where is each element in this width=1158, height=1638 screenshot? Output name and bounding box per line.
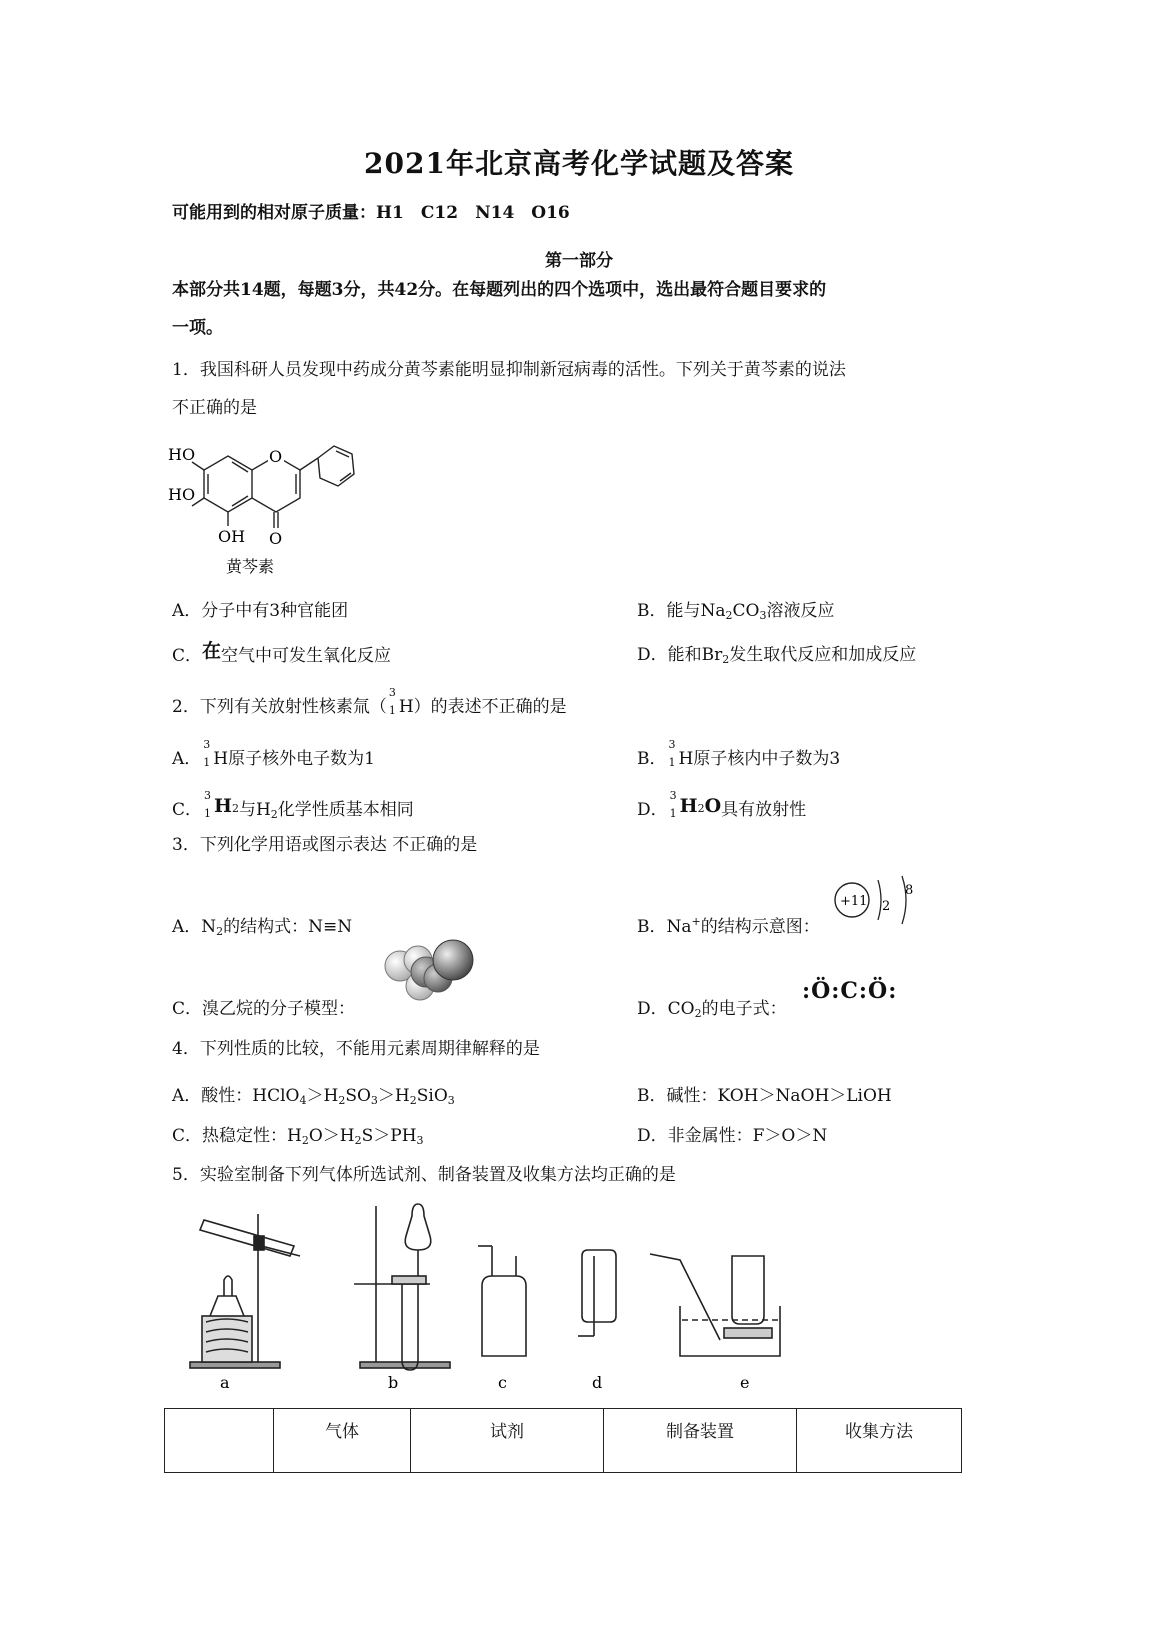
q3-option-c: C．溴乙烷的分子模型： xyxy=(172,999,356,1019)
q4-option-a: A．酸性：$HClO_4>H_2SO_3>H_2SiO_3$ xyxy=(172,1086,455,1107)
table-header-cell: 试剂 xyxy=(411,1409,604,1473)
q2-option-c: C． 3 1 $H_2$与$H_2$化学性质基本相同 xyxy=(172,788,414,821)
label-a: a xyxy=(220,1373,230,1391)
instructions-line2: 一项。 xyxy=(172,318,223,338)
ho-label-1: HO xyxy=(168,445,196,464)
q1-stem-line2: 不正确的是 xyxy=(172,398,257,418)
q4-option-b: B．碱性：KOH＞NaOH＞LiOH xyxy=(637,1086,892,1106)
q3-stem: 3．下列化学用语或图示表达 不正确的是 xyxy=(172,835,478,855)
shell1-electrons: 2 xyxy=(882,899,891,914)
q4-option-d: D．非金属性：F＞O＞N xyxy=(637,1126,828,1146)
q5-answer-table xyxy=(164,1408,962,1473)
table-header-cell: 气体 xyxy=(274,1409,411,1473)
label-e: e xyxy=(740,1373,750,1391)
q2-option-d: D． 3 1 $H_2O$具有放射性 xyxy=(637,788,807,820)
section-title: 第一部分 xyxy=(545,251,613,271)
co2-lewis-structure: :Ö:C:Ö: xyxy=(802,978,898,1004)
apparatus-a xyxy=(190,1214,300,1368)
q4-stem: 4．下列性质的比较，不能用元素周期律解释的是 xyxy=(172,1039,540,1059)
baicalein-structure-figure xyxy=(168,432,368,582)
q3-option-b: B．Na+的结构示意图： xyxy=(637,915,820,937)
keto-oxygen-label: O xyxy=(269,529,283,548)
shell2-electrons: 8 xyxy=(905,883,914,898)
page-title: 2021年北京高考化学试题及答案 xyxy=(364,147,794,180)
table-header-cell: 制备装置 xyxy=(604,1409,797,1473)
molecule-caption: 黄芩素 xyxy=(226,557,275,576)
q2-stem: 2．下列有关放射性核素氚（ 3 1 H）的表述不正确的是 xyxy=(172,685,567,717)
apparatus-e xyxy=(650,1254,780,1356)
ring-oxygen-label: O xyxy=(269,447,283,466)
q3-option-a: A．$N_2$的结构式：N≡N xyxy=(172,917,353,938)
nucleus-charge-label: +11 xyxy=(840,894,868,909)
sodium-ion-structure-diagram xyxy=(832,872,922,928)
q1-option-d: D．能和$Br_2$发生取代反应和加成反应 xyxy=(637,645,917,666)
apparatus-c xyxy=(478,1246,526,1356)
label-d: d xyxy=(592,1373,603,1391)
q1-option-c: C．在空气中可发生氧化反应 xyxy=(172,640,392,666)
q4-option-c: C．热稳定性：$H_2O>H_2S>PH_3$ xyxy=(172,1126,424,1147)
q2-option-b: B． 3 1 H原子核内中子数为3 xyxy=(637,737,841,769)
label-b: b xyxy=(388,1373,399,1391)
q1-option-a: A．分子中有3种官能团 xyxy=(172,601,349,621)
atomic-mass-note: 可能用到的相对原子质量：H1 C12 N14 O16 xyxy=(172,203,570,223)
q2-option-a: A． 3 1 H原子核外电子数为1 xyxy=(172,737,375,769)
oh-label: OH xyxy=(218,527,246,546)
apparatus-d xyxy=(578,1250,616,1336)
apparatus-b xyxy=(354,1204,450,1370)
table-header-row xyxy=(165,1409,962,1473)
ho-label-2: HO xyxy=(168,485,196,504)
q1-option-b: B．能与$Na_2CO_3$溶液反应 xyxy=(637,601,835,622)
q5-stem: 5．实验室制备下列气体所选试剂、制备装置及收集方法均正确的是 xyxy=(172,1165,676,1185)
lab-apparatus-figure xyxy=(180,1196,830,1391)
q1-stem-line1: 1．我国科研人员发现中药成分黄芩素能明显抑制新冠病毒的活性。下列关于黄芩素的说法 xyxy=(172,360,846,380)
table-header-cell xyxy=(165,1409,274,1473)
q3-option-d: D．$CO_2$的电子式： xyxy=(637,999,787,1020)
table-header-cell: 收集方法 xyxy=(797,1409,962,1473)
bromoethane-model-figure xyxy=(378,938,474,1004)
instructions-line1: 本部分共14题，每题3分，共42分。在每题列出的四个选项中，选出最符合题目要求的 xyxy=(172,280,827,300)
label-c: c xyxy=(498,1373,507,1391)
